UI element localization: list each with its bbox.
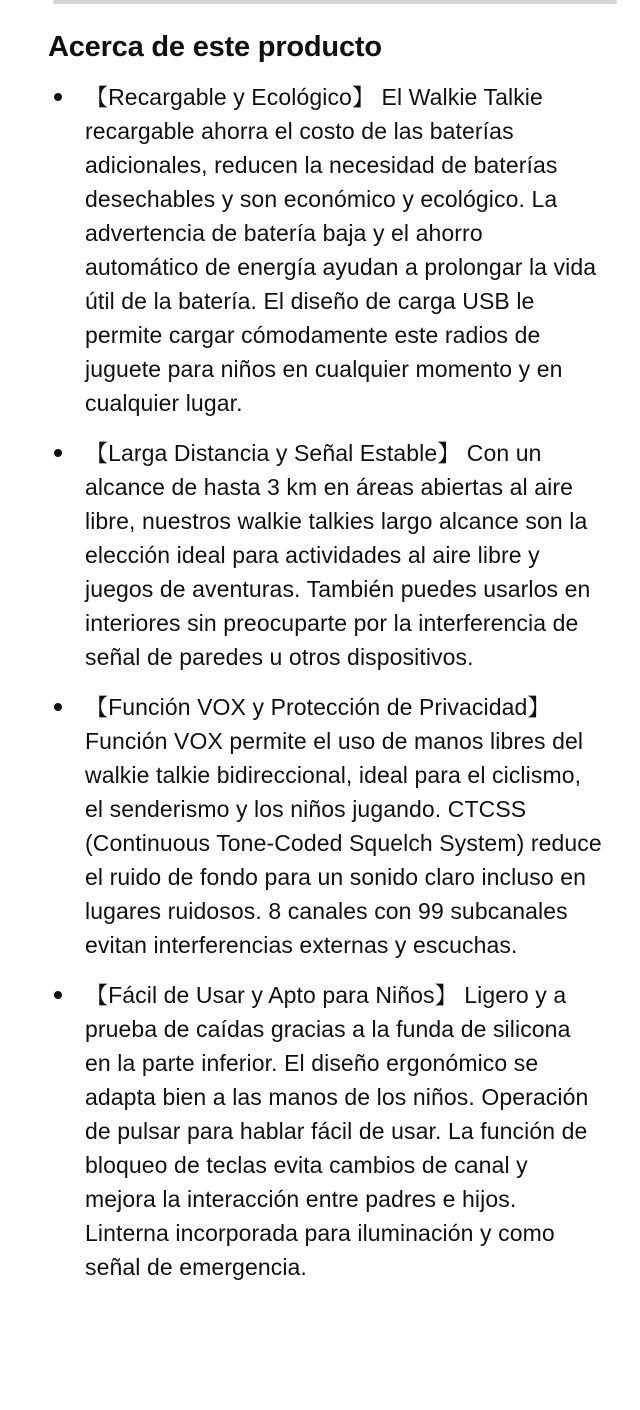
feature-bullet-text: 【Larga Distancia y Señal Estable】 Con un alcance de hasta 3 km en áreas abiertas al aire libre, nuestros walkie talkies largo alcance son la elección ideal para actividades al aire libre y juegos de aventuras. También puedes usarlos en interiores sin preocuparte por la interferencia de señal de paredes u otros dispositivos. <box>85 440 591 670</box>
feature-bullet-rechargeable <box>48 80 640 420</box>
bullet-icon <box>54 703 62 711</box>
section-title: Acerca de este producto <box>48 31 382 63</box>
feature-bullet-easy-to-use <box>48 978 640 1284</box>
feature-bullet-text: 【Recargable y Ecológico】 El Walkie Talkie recargable ahorra el costo de las baterías adicionales, reducen la necesidad de baterías desechables y son económico y ecológico. La advertencia de batería baja y el ahorro automático de energía ayudan a prolongar la vida útil de la batería. El diseño de carga USB le permite cargar cómodamente este radios de juguete para niños en cualquier momento y en cualquier lugar. <box>85 84 597 416</box>
feature-bullet-text: 【Fácil de Usar y Apto para Niños】 Ligero y a prueba de caídas gracias a la funda de silicona en la parte inferior. El diseño ergonómico se adapta bien a las manos de los niños. Operación de pulsar para hablar fácil de usar. La función de bloqueo de teclas evita cambios de canal y mejora la interacción entre padres e hijos. Linterna incorporada para iluminación y como señal de emergencia. <box>85 982 589 1280</box>
feature-bullet-text: 【Función VOX y Protección de Privacidad】 Función VOX permite el uso de manos libres del walkie talkie bidireccional, ideal para el ciclismo, el senderismo y los niños jugando. CTCSS (Continuous Tone-Coded Squelch System) reduce el ruido de fondo para un sonido claro incluso en lugares ruidosos. 8 canales con 99 subcanales evitan interferencias externas y escuchas. <box>85 694 602 958</box>
feature-bullet-long-range <box>48 436 640 674</box>
bullet-icon <box>54 449 62 457</box>
bullet-icon <box>54 93 62 101</box>
feature-bullet-vox-privacy <box>48 690 640 962</box>
bullet-icon <box>54 991 62 999</box>
feature-bullets-list <box>0 80 640 1284</box>
